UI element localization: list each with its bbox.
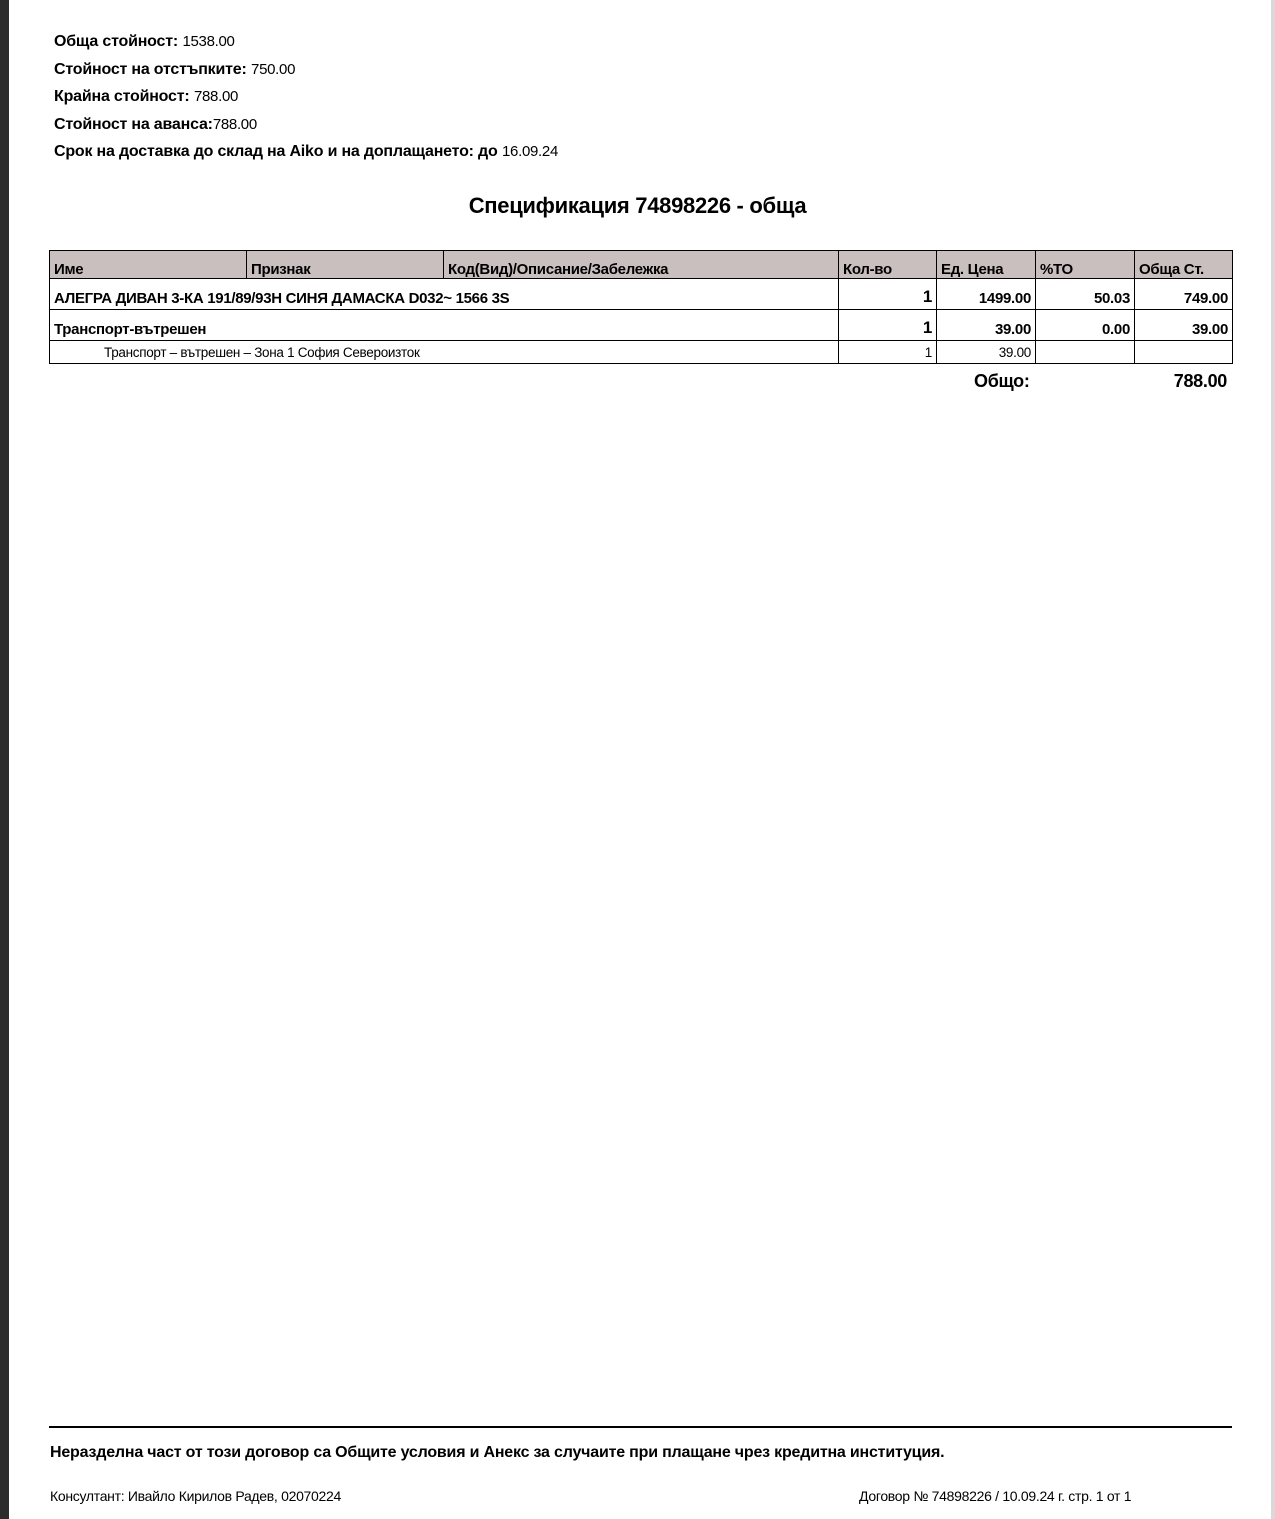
footer-contract-info: Договор № 74898226 / 10.09.24 г. стр. 1 от 1 — [859, 1488, 1132, 1504]
page-title: Спецификация 74898226 - обща — [468, 193, 807, 218]
footer-divider — [49, 1426, 1232, 1428]
footer-consultant: Консултант: Ивайло Кирилов Радев, 02070224 — [50, 1488, 341, 1504]
summary-advance: Стойност на аванса:788.00 — [54, 115, 257, 133]
col-header-pct: %ТО — [1036, 251, 1135, 279]
col-header-code: Код(Вид)/Описание/Забележка — [444, 251, 839, 279]
row-total: 749.00 — [1135, 279, 1233, 310]
summary-final: Крайна стойност: 788.00 — [54, 88, 239, 105]
col-header-attr: Признак — [247, 251, 444, 279]
summary-total: Обща стойност: 1538.00 — [54, 33, 235, 50]
col-header-qty: Кол-во — [839, 251, 937, 279]
table-row — [50, 310, 1233, 341]
row-qty: 1 — [839, 279, 937, 310]
col-header-name: Име — [50, 251, 247, 279]
sub-row-desc: Транспорт – вътрешен – Зона 1 София Североизток — [50, 341, 444, 364]
grand-total-value: 788.00 — [1173, 371, 1227, 391]
footer-note: Неразделна част от този договор са Общите условия и Анекс за случаите при плащане чрез кредитна институция. — [50, 1444, 945, 1461]
row-unit-price: 1499.00 — [937, 279, 1036, 310]
row-name: АЛЕГРА ДИВАН 3-КА 191/89/93Н СИНЯ ДАМАСКА D032~ 1566 3S — [50, 279, 444, 310]
row-name: Транспорт-вътрешен — [50, 310, 444, 341]
table-row — [50, 279, 1233, 310]
row-pct: 50.03 — [1036, 279, 1135, 310]
row-unit-price: 39.00 — [937, 310, 1036, 341]
row-qty: 1 — [839, 310, 937, 341]
row-pct: 0.00 — [1036, 310, 1135, 341]
grand-total-label: Общо: — [974, 371, 1030, 391]
summary-block — [54, 28, 558, 166]
table-header-row — [50, 251, 1233, 279]
col-header-unit-price: Ед. Цена — [937, 251, 1036, 279]
specification-table — [49, 250, 1233, 364]
sub-row-unit-price: 39.00 — [937, 341, 1036, 364]
col-header-total: Обща Ст. — [1135, 251, 1233, 279]
sub-row-qty: 1 — [839, 341, 937, 364]
row-total: 39.00 — [1135, 310, 1233, 341]
summary-delivery: Срок на доставка до склад на Aiko и на доплащането: до 16.09.24 — [54, 143, 559, 160]
viewer-right-edge — [1271, 0, 1275, 1519]
table-sub-row — [50, 341, 1233, 364]
summary-discount: Стойност на отстъпките: 750.00 — [54, 60, 296, 78]
viewer-left-edge — [0, 0, 9, 1519]
